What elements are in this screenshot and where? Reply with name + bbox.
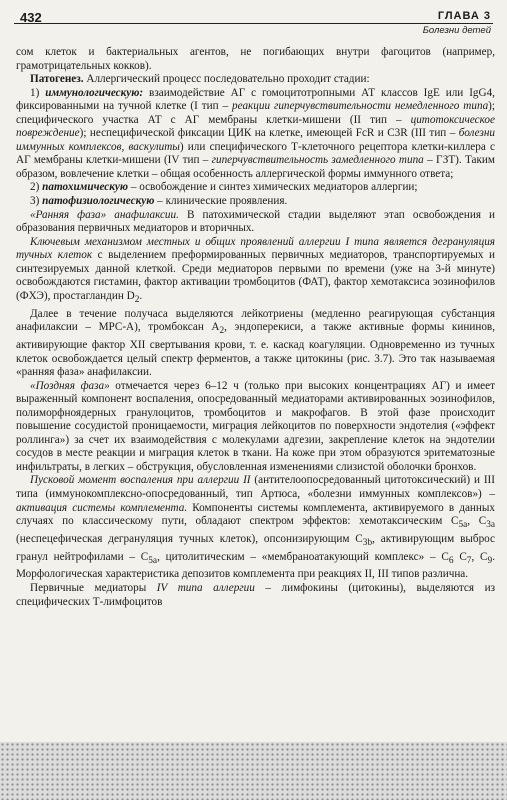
text-run: – ГЗТ). Таким образом, вовлечение клетки – общая особенность аллергической формы иммунного ответа; xyxy=(16,154,495,180)
text-run: взаимодействие АГ с гомоцитотропными АТ классов IgE или IgG4, фиксированными на тучной клетке (I тип – xyxy=(16,86,495,113)
subscript: 5а xyxy=(148,555,158,566)
text-run: сом клеток и бактериальных агентов, не погибающих внутри фагоцитов (например, грамотрицательных кокков). xyxy=(16,46,495,72)
text-run: (неспецефическая дегрануляция тучных клеток), опсонизирующим C xyxy=(16,532,363,545)
italic-run: болезни иммунных комплексов, васкулиты xyxy=(16,127,495,153)
stage-item-1 xyxy=(16,87,495,182)
italic-run: гиперчувствительность замедленного типа xyxy=(211,154,424,167)
subscript: 2 xyxy=(134,295,140,306)
text-run: C xyxy=(453,550,467,563)
text-run: – клинические проявления. xyxy=(154,195,288,208)
stage-term: патофизиологическую xyxy=(42,195,155,208)
text-run: Первичные медиаторы xyxy=(30,581,157,594)
italic-run: «Поздняя фаза» xyxy=(30,379,110,392)
text-run: Компоненты системы комплемента, активируемого в данных случаях по классическому пути, обладают спектром эффектов: хемотаксическим C xyxy=(16,501,496,528)
subscript: 6 xyxy=(448,555,454,566)
paragraph-pathogenesis xyxy=(16,73,495,87)
stage-item-2 xyxy=(16,181,495,195)
item-number: 2) xyxy=(30,181,43,194)
text-run: , C xyxy=(467,515,487,528)
running-subtitle: Болезни детей xyxy=(422,25,491,36)
text-run: ) или специфического Т-клеточного рецептора клетки-киллера с АГ мембраны клетки-мишени (IV тип – xyxy=(16,140,495,167)
subscript: 7 xyxy=(466,555,472,566)
page-number: 432 xyxy=(20,10,42,25)
scan-noise-band xyxy=(0,742,507,800)
text-run: с выделением преформированных первичных медиаторов, транспортируемых и синтезируемых данной клеткой. Среди медиаторов первыми по времени (уже на 3-й минуте) освобождаются гистамин, фактор активации тромбоцитов (ФАТ), фактор хемотаксиса эозинофилов (ФХЭ), простагландин D xyxy=(16,249,495,302)
italic-run: «Ранняя фаза» анафилаксии. xyxy=(30,208,179,221)
text-run: . xyxy=(139,289,143,302)
text-run: , эндоперекиси, а также активные формы кининов, активирующие фактор XII свертывания крови, т. е. каскад коагуляции. Одновременно из тучных клеток освобождается целый спектр ферментов, а также цитокины (рис. 3.7). Это так называемая «ранняя фаза» анафилаксии. xyxy=(16,321,495,379)
paragraph-late-phase xyxy=(16,380,495,475)
page-header xyxy=(14,10,493,40)
text-run: Далее в течение получаса выделяются лейкотриены (медленно реагирующая субстанция анафилаксии – МРС-А), тромбоксан А xyxy=(16,307,495,334)
stage-term: патохимическую xyxy=(42,181,129,194)
text-run: (антителоопосредованный цитотоксический) и III типа (иммунокомплексно-опосредованный, тип Артюса, «болезни иммунных комплексов») – xyxy=(16,474,495,500)
text-run: отмечается через 6–12 ч (только при высоких концентрациях АГ) и имеет выраженный компонент воспаления, опосредованный медиаторами активированных эозинофилов, полиморфноядерных гранулоцитов, тромбоцитов и макрофагов. В этой фазе происходит повышение сосудистой проницаемости, миграция лейкоцитов по поверхности эндотелия («эффект роллинга») за счет их взаимодействия с молекулами адгезии, закрепление клеток на эндотелии сосудов в месте реакции и миграция клеток в ткани. На коже при этом образуются эритематозные инфильтраты, в легких – обструкция, обусловленная изменениями слизистой оболочки бронхов. xyxy=(16,379,495,473)
italic-run: цитотоксическое повреждение xyxy=(16,113,495,140)
item-number: 1) xyxy=(30,86,46,99)
italic-run: Пусковой момент воспаления при аллергии II xyxy=(30,474,251,487)
text-run: , цитолитическим – «мембраноатакующий комплекс» – C xyxy=(157,550,449,563)
text-run: Аллергический процесс последовательно проходит стадии: xyxy=(83,73,370,86)
italic-run: Ключевым механизмом местных и общих проявлений аллергии I типа является дегрануляция тучных клеток xyxy=(16,235,495,262)
text-run: , C xyxy=(471,550,488,563)
italic-run: активация системы комплемента. xyxy=(16,501,188,514)
subscript: 3b xyxy=(362,538,373,549)
paragraph-mediators xyxy=(16,308,495,380)
text-run: ); неспецифической фиксации ЦИК на клетке, имеющей FcR и C3R (III тип – xyxy=(79,127,459,140)
stage-item-3 xyxy=(16,195,495,209)
subscript: 9 xyxy=(487,555,493,566)
subscript: 5а xyxy=(458,520,468,531)
paragraph-early-phase xyxy=(16,209,495,236)
header-rule xyxy=(14,23,493,24)
paragraph xyxy=(16,46,495,73)
italic-run: IV типа аллергии xyxy=(156,581,255,594)
text-run: – лимфокины (цитокины), выделяются из специфических Т-лимфоцитов xyxy=(16,581,495,608)
italic-run: реакции гиперчувствительности немедленного типа xyxy=(232,100,489,113)
text-run: В патохимической стадии выделяют этап освобождения и образования первичных медиаторов и вторичных. xyxy=(16,208,496,235)
paragraph-type-iv xyxy=(16,582,495,609)
item-number: 3) xyxy=(30,195,43,208)
text-run: , активирующим выброс гранул нейтрофилами – C xyxy=(16,532,495,563)
text-run: – освобождение и синтез химических медиаторов аллергии; xyxy=(128,181,418,194)
chapter-title: ГЛАВА 3 xyxy=(437,10,491,22)
subscript: 3а xyxy=(486,520,496,531)
page-body xyxy=(16,46,495,609)
text-run: . Морфологическая характеристика депозитов комплемента при реакциях II, III типов различна. xyxy=(16,550,495,581)
section-label: Патогенез. xyxy=(30,73,84,86)
stage-term: иммунологическую: xyxy=(45,86,144,99)
paragraph-complement xyxy=(16,474,495,582)
paragraph-key-mechanism xyxy=(16,236,495,308)
text-run: ); специфического участка АТ с АГ мембраны клетки-мишени (II тип – xyxy=(16,100,496,126)
subscript: 2 xyxy=(219,326,225,337)
